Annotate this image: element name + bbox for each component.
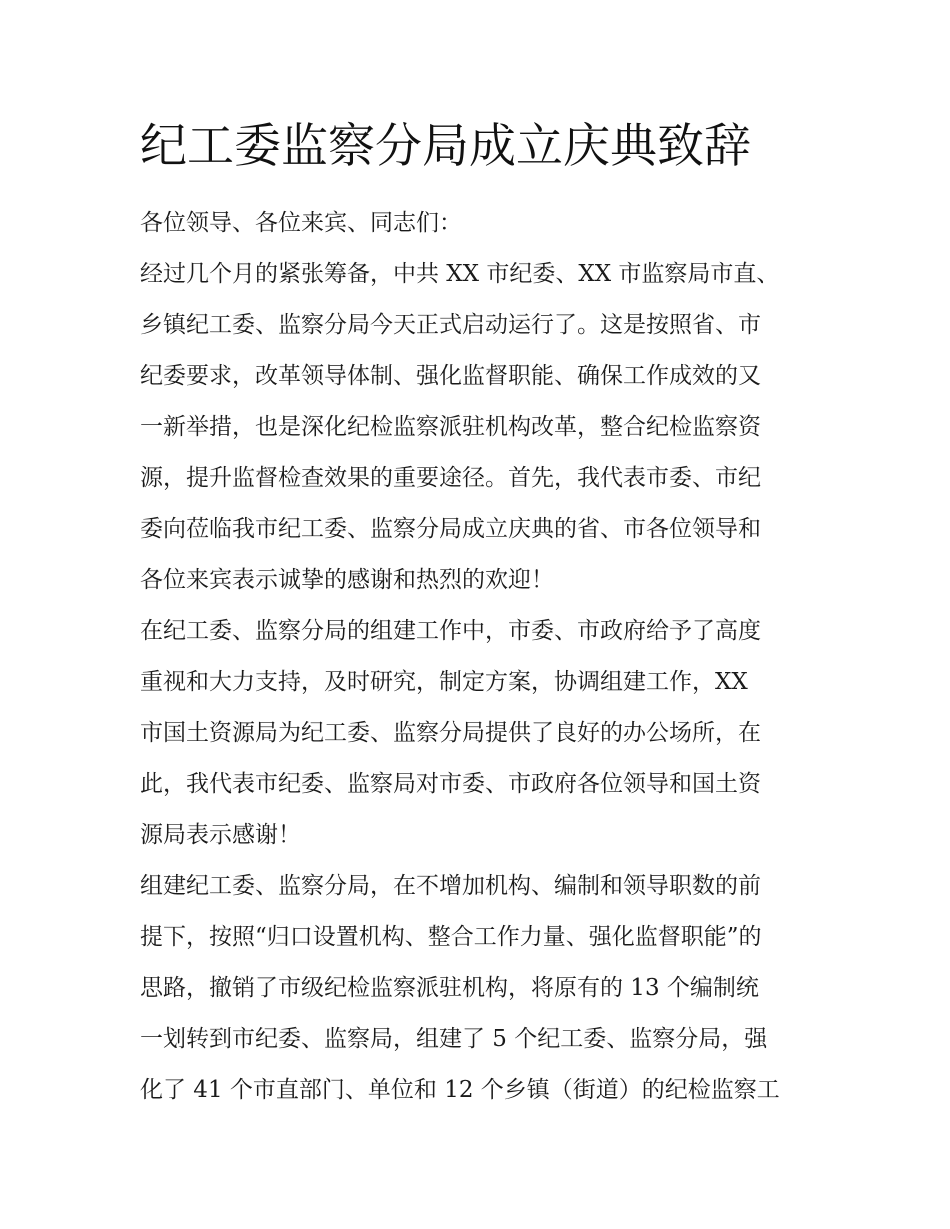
text-line: 重视和大力支持，及时研究，制定方案，协调组建工作，XX xyxy=(140,669,748,695)
text-line: 经过几个月的紧张筹备，中共 XX 市纪委、XX 市监察局市直、 xyxy=(140,261,780,287)
text-line: 思路，撤销了市级纪检监察派驻机构，将原有的 13 个编制统 xyxy=(140,975,759,1001)
text-line: 源，提升监督检查效果的重要途径。首先，我代表市委、市纪 xyxy=(140,465,761,491)
text-line: 此，我代表市纪委、监察局对市委、市政府各位领导和国土资 xyxy=(140,771,761,797)
text-line: 市国土资源局为纪工委、监察分局提供了良好的办公场所，在 xyxy=(140,720,761,746)
text-line: 组建纪工委、监察分局，在不增加机构、编制和领导职数的前 xyxy=(140,873,761,899)
text-line: 一划转到市纪委、监察局，组建了 5 个纪工委、监察分局，强 xyxy=(140,1026,768,1052)
text-line: 纪委要求，改革领导体制、强化监督职能、确保工作成效的又 xyxy=(140,363,761,389)
text-line: 源局表示感谢！ xyxy=(140,822,301,848)
text-line: 一新举措，也是深化纪检监察派驻机构改革，整合纪检监察资 xyxy=(140,414,761,440)
text-line: 提下，按照“归口设置机构、整合工作力量、强化监督职能”的 xyxy=(140,924,762,950)
text-line: 各位来宾表示诚挚的感谢和热烈的欢迎！ xyxy=(140,567,554,593)
text-line-salutation: 各位领导、各位来宾、同志们： xyxy=(140,210,462,236)
text-line: 在纪工委、监察分局的组建工作中，市委、市政府给予了高度 xyxy=(140,618,761,644)
document-title: 纪工委监察分局成立庆典致辞 xyxy=(140,119,751,174)
text-line: 化了 41 个市直部门、单位和 12 个乡镇（街道）的纪检监察工 xyxy=(140,1077,780,1103)
text-line: 乡镇纪工委、监察分局今天正式启动运行了。这是按照省、市 xyxy=(140,312,761,338)
text-line: 委向莅临我市纪工委、监察分局成立庆典的省、市各位领导和 xyxy=(140,516,761,542)
